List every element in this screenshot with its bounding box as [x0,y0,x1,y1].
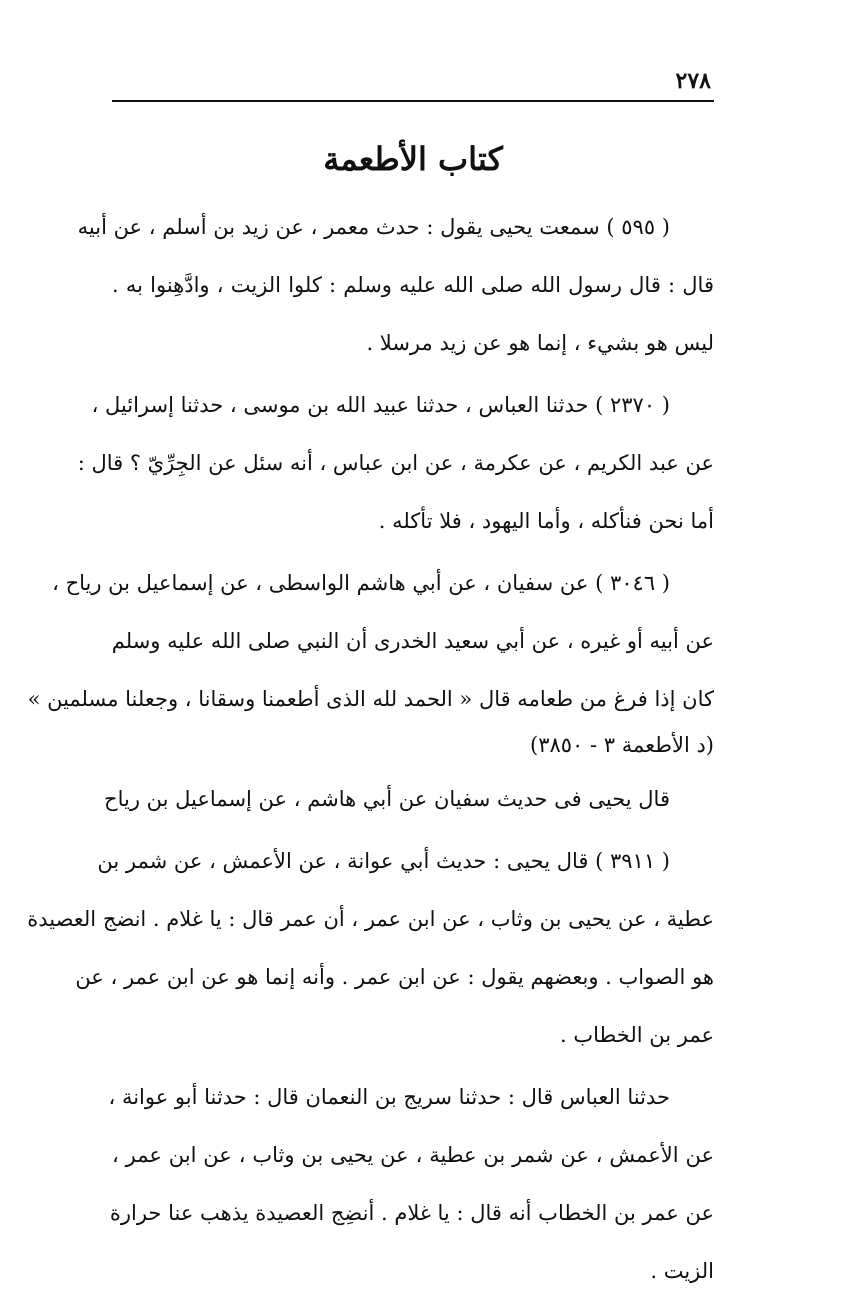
text-line: عمر بن الخطاب . [560,1023,714,1047]
page-number: ٢٧٨ [675,68,711,94]
text-line: ( ٣٠٤٦ ) عن سفيان ، عن أبي هاشم الواسطى ، عن إسماعيل بن رياح ، [52,571,670,595]
text-line: الزيت . [650,1259,714,1283]
paragraph-3911 [27,839,714,1071]
paragraph-abbas [108,1075,714,1307]
paragraph-yahya-note [104,777,714,835]
text-line: عن الأعمش ، عن شمر بن عطية ، عن يحيى بن وثاب ، عن ابن عمر ، [112,1143,714,1167]
page-body [27,205,714,1307]
paragraph-3046 [27,561,714,773]
text-line: عن عمر بن الخطاب أنه قال : يا غلام . أنضِج العصيدة يذهب عنا حرارة [109,1201,714,1225]
chapter-title: كتاب الأطعمة [323,140,503,178]
text-line: ليس هو بشيء ، إنما هو عن زيد مرسلا . [366,331,714,355]
text-line: ( ٢٣٧٠ ) حدثنا العباس ، حدثنا عبيد الله بن موسى ، حدثنا إسرائيل ، [91,393,670,417]
text-line: ( ٥٩٥ ) سمعت يحيى يقول : حدث معمر ، عن زيد بن أسلم ، عن أبيه [77,215,670,239]
text-line: أما نحن فنأكله ، وأما اليهود ، فلا تأكله . [378,509,714,533]
header-rule [112,100,714,102]
reference-citation: (د الأطعمة ٣ - ٣٨٥٠) [529,733,714,757]
text-line: هو الصواب . وبعضهم يقول : عن ابن عمر . وأنه إنما هو عن ابن عمر ، عن [75,965,714,989]
text-line: عطية ، عن يحيى بن وثاب ، عن ابن عمر ، أن عمر قال : يا غلام . انضج العصيدة [27,907,714,931]
text-line: عن أبيه أو غيره ، عن أبي سعيد الخدرى أن النبي صلى الله عليه وسلم [111,629,714,653]
text-line: كان إذا فرغ من طعامه قال « الحمد لله الذى أطعمنا وسقانا ، وجعلنا مسلمين » [27,687,714,711]
text-line: عن عبد الكريم ، عن عكرمة ، عن ابن عباس ، أنه سئل عن الجِرِّيّ ؟ قال : [77,451,714,475]
text-line: قال يحيى فى حديث سفيان عن أبي هاشم ، عن إسماعيل بن رياح [104,787,670,811]
paragraph-595 [77,205,714,379]
text-line: قال : قال رسول الله صلى الله عليه وسلم : كلوا الزيت ، وادَّهِنوا به . [112,273,714,297]
paragraph-2370 [77,383,714,557]
text-line: حدثنا العباس قال : حدثنا سريج بن النعمان قال : حدثنا أبو عوانة ، [108,1085,670,1109]
text-line: ( ٣٩١١ ) قال يحيى : حديث أبي عوانة ، عن الأعمش ، عن شمر بن [97,849,670,873]
